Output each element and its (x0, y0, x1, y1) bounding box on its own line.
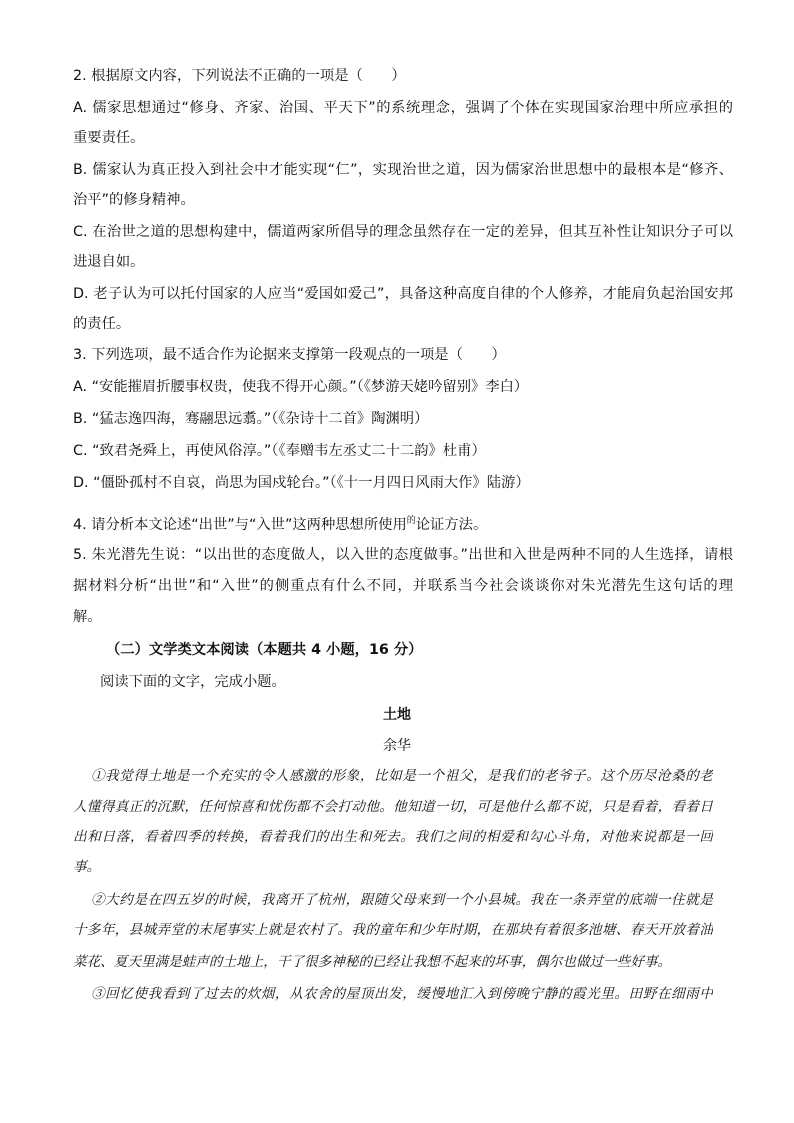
q2-option-d-line1: D. 老子认为可以托付国家的人应当“爱国如爱己”，具备这种高度自律的个人修养，才能肩负起治国安邦 (73, 286, 733, 302)
q4-text-after: 论证方法。 (415, 517, 488, 533)
q2-option-c-line1: C. 在治世之道的思想构建中，儒道两家所倡导的理念虽然存在一定的差异，但其互补性让知识分子可以 (73, 224, 733, 240)
passage-p1-line2: 人懂得真正的沉默，任何惊喜和忧伤都不会打动他。他知道一切，可是他什么都不说，只是看着，看着日 (73, 799, 713, 815)
passage-p2-line3: 菜花、夏天里满是蛙声的土地上，干了很多神秘的已经让我想不起来的坏事，偶尔也做过一些好事。 (73, 954, 672, 970)
q3-option-c: C. “致君尧舜上，再使风俗淳。”（《奉赠韦左丞丈二十二韵》杜甫） (73, 443, 486, 459)
q3-option-a: A. “安能摧眉折腰事权贵，使我不得开心颜。”（《梦游天姥吟留别》李白） (73, 379, 529, 395)
passage-p3-line1: ③回忆使我看到了过去的炊烟，从农舍的屋顶出发，缓慢地汇入到傍晚宁静的霞光里。田野在细雨中 (91, 986, 713, 1002)
q5-line1: 5. 朱光潜先生说：“以出世的态度做人，以入世的态度做事。”出世和入世是两种不同的人生选择，请根 (73, 547, 733, 563)
q2-option-c-line2: 进退自如。 (73, 254, 145, 270)
passage-p1-line3: 出和日落，看着四季的转换，看着我们的出生和死去。我们之间的相爱和勾心斗角，对他来说都是一回 (73, 829, 713, 845)
q2-option-a-line1: A. 儒家思想通过“修身、齐家、治国、平天下”的系统理念，强调了个体在实现国家治理中所应承担的 (73, 100, 733, 116)
q3-stem: 3. 下列选项，最不适合作为论据来支撑第一段观点的一项是（ ） (73, 347, 506, 363)
section-header: （二）文学类文本阅读（本题共 4 小题，16 分） (106, 642, 423, 658)
q2-stem: 2. 根据原文内容，下列说法不正确的一项是（ ） (73, 68, 406, 84)
passage-p2-line2: 十多年，县城弄堂的末尾事实上就是农村了。我的童年和少年时期，在那块有着很多池塘、春天开放着油 (73, 922, 713, 938)
section-instruction: 阅读下面的文字，完成小题。 (100, 674, 286, 690)
q5-line3: 解。 (73, 609, 102, 625)
passage-p2-line1: ②大约是在四五岁的时候，我离开了杭州，跟随父母来到一个小县城。我在一条弄堂的底端一住就是 (91, 892, 713, 908)
q2-option-d-line2: 的责任。 (73, 316, 131, 332)
passage-title: 土地 (383, 707, 411, 723)
q3-option-b: B. “猛志逸四海，骞翮思远翥。”（《杂诗十二首》陶渊明） (73, 411, 429, 427)
q4-text-before: 4. 请分析本文论述“出世”与“入世”这两种思想所使用 (73, 517, 407, 533)
passage-author: 余华 (383, 738, 411, 754)
passage-p1-line4: 事。 (73, 859, 101, 875)
q4-superscript-char: 的 (406, 516, 416, 526)
passage-p1-line1: ①我觉得土地是一个充实的令人感激的形象，比如是一个祖父，是我们的老爷子。这个历尽沧桑的老 (91, 768, 713, 784)
q3-option-d: D. “僵卧孤村不自哀，尚思为国戍轮台。”（《十一月四日风雨大作》陆游） (73, 475, 530, 491)
q5-line2: 据材料分析“出世”和“入世”的侧重点有什么不同，并联系当今社会谈谈你对朱光潜先生这句话的理 (73, 578, 733, 594)
q2-option-a-line2: 重要责任。 (73, 130, 145, 146)
q2-option-b-line1: B. 儒家认为真正投入到社会中才能实现“仁”，实现治世之道，因为儒家治世思想中的最根本是“修齐、 (73, 162, 733, 178)
q2-option-b-line2: 治平”的修身精神。 (73, 192, 195, 208)
q4-question (73, 511, 733, 535)
